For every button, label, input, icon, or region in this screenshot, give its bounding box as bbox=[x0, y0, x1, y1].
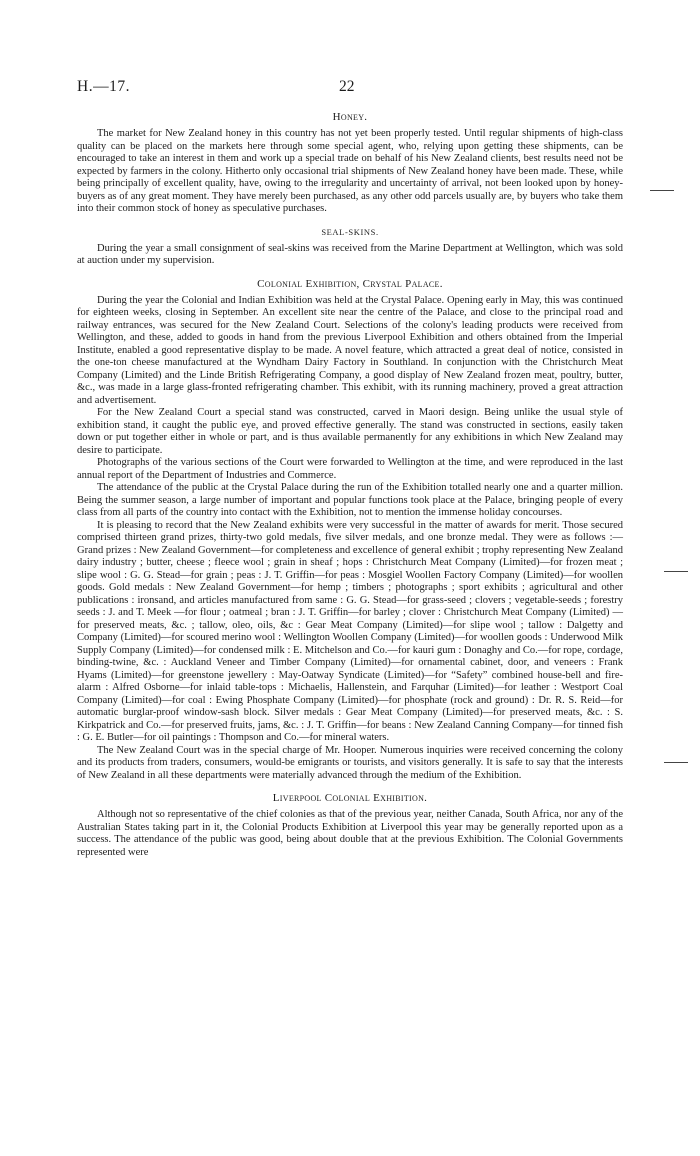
paragraph: Photographs of the various sections of the Court were forwarded to Wellington at the time, and were reproduced in the last annual report of the Department of Industries and Commerce. bbox=[77, 457, 623, 481]
paragraph: The New Zealand Court was in the special charge of Mr. Hooper. Numerous inquiries were received concerning the colony and its products from traders, consumers, would-be emigrants or tourists, and visitors generally. It is safe to say that the interests of New Zealand in all these departments were materially advanced through the medium of the Exhibition. bbox=[77, 744, 623, 781]
page-body bbox=[77, 111, 623, 869]
paragraph: Although not so representative of the chief colonies as that of the previous year, neither Canada, South Africa, nor any of the Australian States taking part in it, the Colonial Products Exhibition at Liverpool this year may be generally reported upon as a success. The attendance of the public was good, being about double that at the previous Exhibition. The Colonial Governments represented were bbox=[77, 809, 623, 858]
section-liverpool bbox=[77, 792, 623, 859]
margin-mark bbox=[650, 190, 674, 191]
paragraph: It is pleasing to record that the New Zealand exhibits were very successful in the matter of awards for merit. Those secured comprised thirteen grand prizes, thirty-two gold medals, five silver medals, and one bronze medal. They were as follows :—Grand prizes : New Zealand Government—for completeness and excellence of general exhibit ; trophy representing New Zealand dairy industry ; butter, cheese ; fleece wool ; grain in sheaf ; hops : Christchurch Meat Company (Limited)—for frozen meat ; slipe wool : G. G. Stead—for grain ; peas : J. T. Griffin—for peas : Mosgiel Woollen Factory Company (Limited)—for woollen goods. Gold medals : New Zealand Government—for hemp ; timbers ; photographs ; sport exhibits ; agricultural and other publications : ironsand, and articles manufactured from same : G. G. Stead—for grass-seed ; clovers ; vegetable-seeds ; forestry seeds : J. and T. Meek —for flour ; oatmeal ; bran : J. T. Griffin—for barley ; clover : Christchurch Meat Company (Limited) —for preserved meats, &c. ; tallow, oleo, oils, &c : Gear Meat Company (Limited)—for slipe wool ; tallow : Dalgetty and Company (Limited)—for scoured merino wool : Wellington Woollen Company (Limited)—for woollen goods : Underwood Milk Supply Company (Limited)—for condensed milk : E. Mitchelson and Co.—for kauri gum : Donaghy and Co.—for rope, cordage, binding-twine, &c. : Auckland Veneer and Timber Company (Limited)—for ornamental cabinet, door, and veneers : Frank Hyams (Limited)—for greenstone jewellery : May-Oatway Syndicate (Limited)—for “Safety” combined house-bell and fire-alarm : Alfred Osborne—for inlaid table-tops : Michaelis, Hallenstein, and Farquhar (Limited)—for leather : Westport Coal Company (Limited)—for coal : Ewing Phosphate Company (Limited)—for phosphate (rock and ground) : Dr. R. S. Reid—for automatic burglar-proof window-sash block. Silver medals : Gear Meat Company (Limited)—for preserved meats, &c. : S. Kirkpatrick and Co.—for preserved fruits, jams, &c. : J. T. Griffin—for beans : New Zealand Canning Company—for tinned fish : G. E. Butler—for oil paintings : Thompson and Co.—for mineral waters. bbox=[77, 519, 623, 743]
section-honey bbox=[77, 111, 623, 216]
page-number: 22 bbox=[339, 78, 355, 95]
margin-mark bbox=[664, 571, 688, 572]
section-heading: SEAL-SKINS. bbox=[321, 226, 379, 237]
section-heading: Colonial Exhibition, Crystal Palace. bbox=[257, 277, 443, 290]
margin-mark bbox=[664, 762, 688, 763]
paragraph: The attendance of the public at the Crystal Palace during the run of the Exhibition totalled nearly one and a quarter million. Being the summer season, a large number of important and popular functions took place at the Palace, bringing people of every class from all parts of the country into contact with the Exhibition, not to mention the immense holiday concourses. bbox=[77, 482, 623, 518]
paragraph: For the New Zealand Court a special stand was constructed, carved in Maori design. Being unlike the usual style of exhibition stand, it caught the public eye, and proved effective generally. The stand was constructed in sections, easily taken down or put together either in whole or part, and is thus available permanently for any exhibitions in which New Zealand may desire to participate. bbox=[77, 407, 623, 456]
section-seal-skins bbox=[77, 226, 623, 268]
document-id: H.—17. bbox=[77, 78, 130, 95]
paragraph: During the year a small consignment of seal-skins was received from the Marine Department at Wellington, which was sold at auction under my supervision. bbox=[77, 242, 623, 266]
page-header bbox=[0, 78, 700, 98]
section-heading: Honey. bbox=[332, 111, 368, 123]
paragraph: During the year the Colonial and Indian Exhibition was held at the Crystal Palace. Opening early in May, this was continued for eighteen weeks, closing in September. An excellent site near the centre of the Palace, and close to the principal road and railway entrances, was secured for the New Zealand Court. Selections of the colony's leading products were received from Wellington, and these, added to goods in hand from the previous Liverpool Exhibition and others obtained from the Imperial Institute, enabled a good representative display to be made. A novel feature, which attracted a great deal of notice, consisted in the one-ton cheese manufactured at the Wyndham Dairy Factory in Southland. In conjunction with the Christchurch Meat Company (Limited) and the Linde British Refrigerating Company, a good display of New Zealand frozen meat, poultry, butter, &c., was made in a large glass-fronted refrigerating chamber. This exhibit, with its running machinery, proved a great attraction and advertisement. bbox=[77, 294, 623, 406]
section-heading: Liverpool Colonial Exhibition. bbox=[272, 792, 428, 804]
paragraph: The market for New Zealand honey in this country has not yet been properly tested. Until regular shipments of high-class quality can be placed on the markets here through some special agent, who, relying upon getting these shipments, can be encouraged to take an interest in them and work up a special trade on behalf of his New Zealand clients, best results need not be expected by farmers in the colony. Hitherto only occasional trial shipments of New Zealand honey have been made. These, while being principally of excellent quality, have, owing to the irregularity and uncertainty of arrival, not been looked upon by honey-buyers as of any great moment. They have merely been purchased, as any other odd parcels usually are, by buyers who take them into their common stock of honey as speculative purchases. bbox=[77, 128, 623, 214]
section-crystal-palace bbox=[77, 278, 623, 783]
